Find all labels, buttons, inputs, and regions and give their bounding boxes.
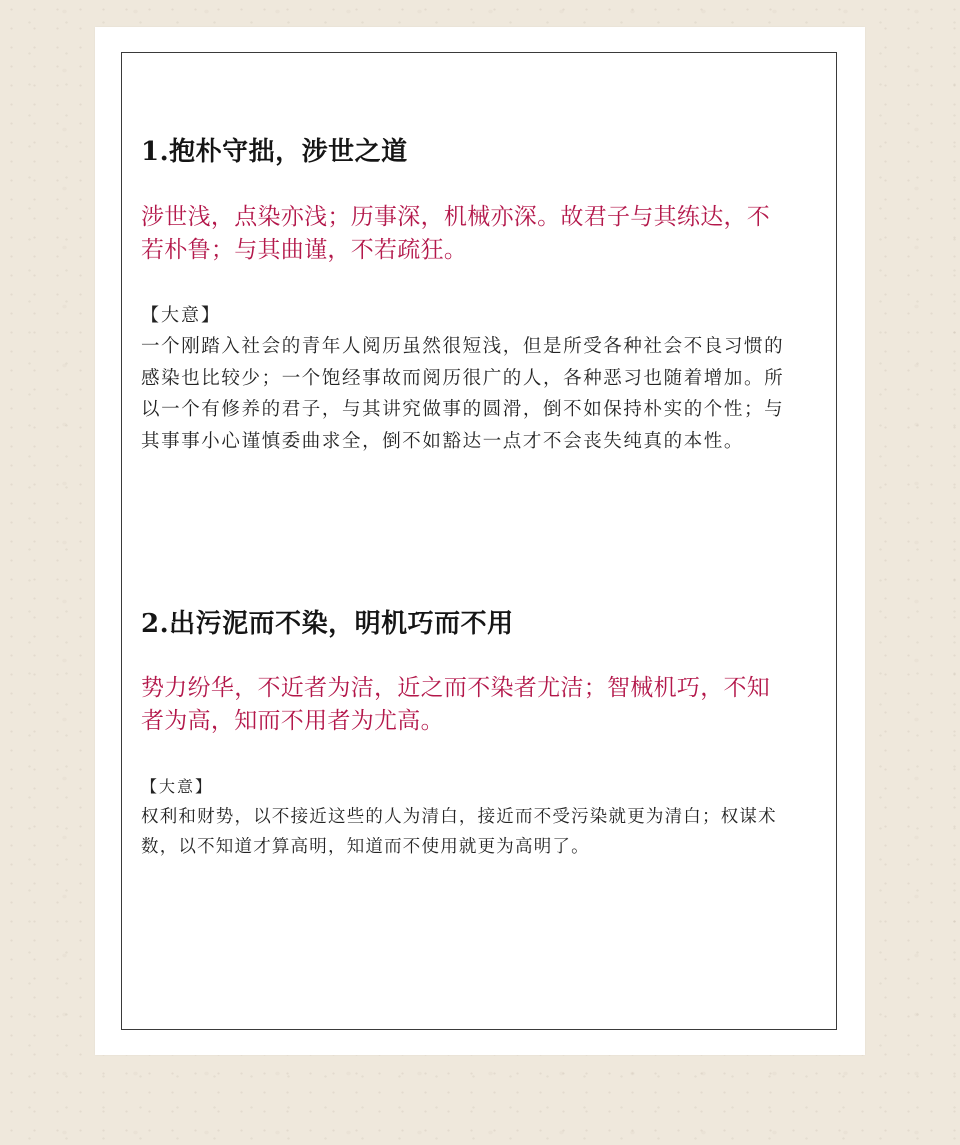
section-1 [141, 135, 791, 457]
section-title: 2.出污泥而不染，明机巧而不用 [141, 609, 514, 639]
meaning-tag: 【大意】 [141, 777, 214, 796]
classic-quote: 涉世浅，点染亦浅；历事深，机械亦深。故君子与其练达，不若朴鲁；与其曲谨，不若疏狂。 [141, 204, 771, 263]
classic-quote: 势力纷华，不近者为洁，近之而不染者尤洁；智械机巧，不知者为高，知而不用者为尤高。 [141, 675, 771, 734]
section-title: 1.抱朴守拙，涉世之道 [141, 137, 408, 167]
section-2 [141, 607, 791, 862]
paper-card [95, 27, 865, 1055]
meaning-text: 一个刚踏入社会的青年人阅历虽然很短浅，但是所受各种社会不良习惯的感染也比较少；一个饱经事故而阅历很广的人，各种恶习也随着增加。所以一个有修养的君子，与其讲究做事的圆滑，倒不如保持朴实的个性；与其事事小心谨慎委曲求全，倒不如豁达一点才不会丧失纯真的本性。 [141, 336, 785, 452]
meaning-text: 权利和财势，以不接近这些的人为清白，接近而不受污染就更为清白；权谋术数，以不知道才算高明，知道而不使用就更为高明了。 [141, 807, 777, 857]
meaning-tag: 【大意】 [141, 305, 221, 326]
